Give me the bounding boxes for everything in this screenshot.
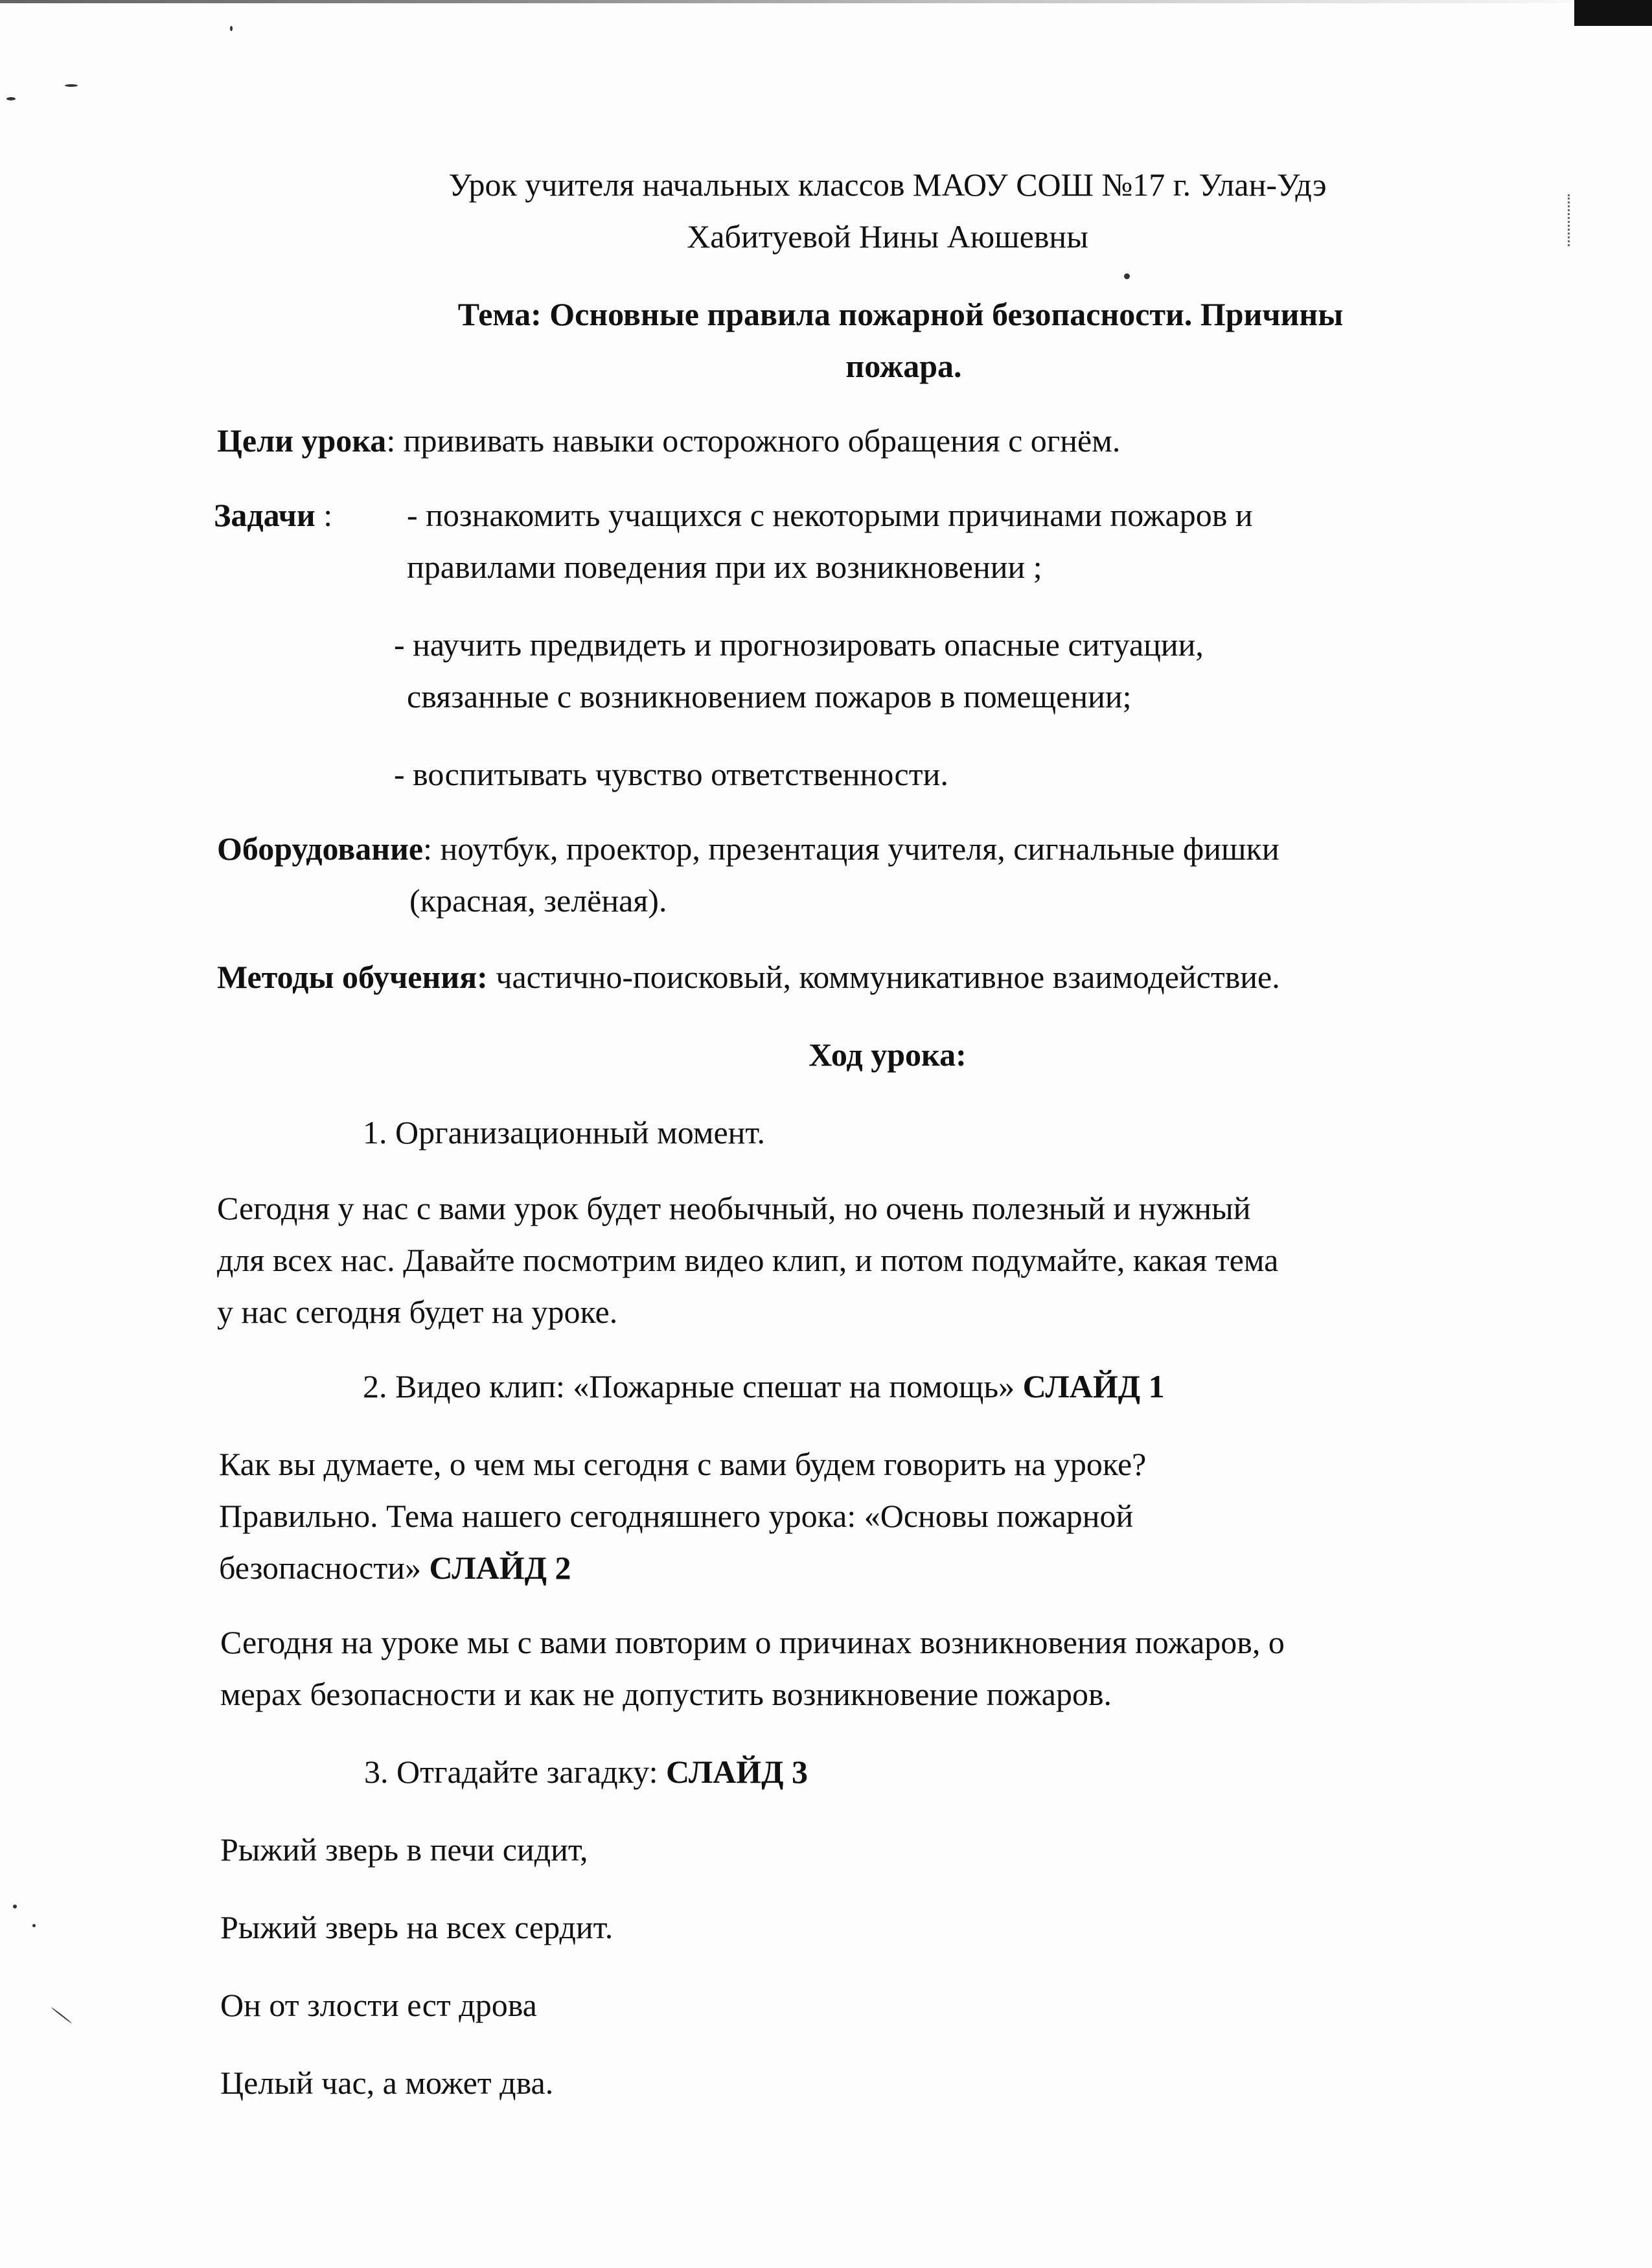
goals-line xyxy=(217,421,1120,460)
riddle-line-4: Целый час, а может два. xyxy=(220,2065,554,2101)
step-2-slide: СЛАЙД 1 xyxy=(1022,1368,1165,1404)
scan-speck xyxy=(65,84,78,87)
step-3-text: 3. Отгадайте загадку: xyxy=(364,1754,666,1790)
header-line-1: Урок учителя начальных классов МАОУ СОШ №17 г. Улан-Удэ xyxy=(448,166,1327,203)
riddle-line-1: Рыжий зверь в печи сидит, xyxy=(220,1831,588,1868)
task-item-1-line-1: - познакомить учащихся с некоторыми причинами пожаров и xyxy=(407,497,1253,533)
scan-speck xyxy=(6,97,16,100)
topic-line-2: пожара. xyxy=(845,348,962,384)
methods-text: частично-поисковый, коммуникативное взаимодействие. xyxy=(487,959,1280,995)
para-1-line-2: для всех нас. Давайте посмотрим видео клип, и потом подумайте, какая тема xyxy=(217,1242,1279,1278)
para-2-slide: СЛАЙД 2 xyxy=(429,1550,571,1586)
para-1-line-3: у нас сегодня будет на уроке. xyxy=(217,1294,618,1330)
course-title: Ход урока: xyxy=(809,1037,967,1073)
step-3 xyxy=(364,1752,808,1791)
task-item-3: - воспитывать чувство ответственности. xyxy=(394,756,948,792)
step-2 xyxy=(363,1367,1165,1406)
topic-line-1: Тема: Основные правила пожарной безопасности. Причины xyxy=(457,296,1344,332)
task-item-2-line-2: связанные с возникновением пожаров в помещении; xyxy=(407,678,1132,715)
para-2-text: безопасности» xyxy=(219,1550,430,1586)
riddle-line-3: Он от злости ест дрова xyxy=(220,1987,537,2023)
task-item-2-line-1: - научить предвидеть и прогнозировать опасные ситуации, xyxy=(394,626,1204,663)
task-item-1-line-2: правилами поведения при их возникновении ; xyxy=(407,549,1042,585)
para-3-line-1: Сегодня на уроке мы с вами повторим о причинах возникновения пожаров, о xyxy=(220,1624,1285,1660)
scan-speck xyxy=(1124,273,1130,279)
riddle-line-2: Рыжий зверь на всех сердит. xyxy=(220,1909,614,1945)
para-1-line-1: Сегодня у нас с вами урок будет необычный, но очень полезный и нужный xyxy=(217,1190,1251,1226)
goals-label: Цели урока xyxy=(217,422,387,459)
step-1: 1. Организационный момент. xyxy=(363,1114,766,1151)
scan-speck xyxy=(230,26,233,31)
equipment-line xyxy=(217,829,1279,868)
scan-edge xyxy=(0,0,1652,3)
scan-speck xyxy=(32,1924,36,1927)
methods-label: Методы обучения: xyxy=(217,959,488,995)
equipment-label: Оборудование xyxy=(217,830,424,867)
methods-line xyxy=(217,957,1280,996)
tasks-label: Задачи xyxy=(214,497,315,533)
scan-corner-mark xyxy=(1574,0,1652,26)
goals-text: : прививать навыки осторожного обращения с огнём. xyxy=(386,422,1121,459)
tasks-colon: : xyxy=(315,497,333,533)
header-line-2: Хабитуевой Нины Аюшевны xyxy=(687,218,1088,255)
equipment-text: : ноутбук, проектор, презентация учителя, сигнальные фишки xyxy=(423,830,1279,867)
step-2-text: 2. Видео клип: «Пожарные спешат на помощь» xyxy=(363,1368,1023,1404)
tasks-label-line xyxy=(214,496,332,534)
para-2-line-1: Как вы думаете, о чем мы сегодня с вами будем говорить на уроке? xyxy=(219,1446,1147,1482)
para-3-line-2: мерах безопасности и как не допустить возникновение пожаров. xyxy=(220,1676,1112,1712)
equipment-line-2: (красная, зелёная). xyxy=(409,882,667,919)
scan-speck xyxy=(51,2007,73,2024)
para-2-line-3 xyxy=(219,1548,571,1587)
para-2-line-2: Правильно. Тема нашего сегодняшнего урока: «Основы пожарной xyxy=(219,1498,1134,1534)
scan-speck xyxy=(13,1905,17,1908)
step-3-slide: СЛАЙД 3 xyxy=(666,1754,809,1790)
